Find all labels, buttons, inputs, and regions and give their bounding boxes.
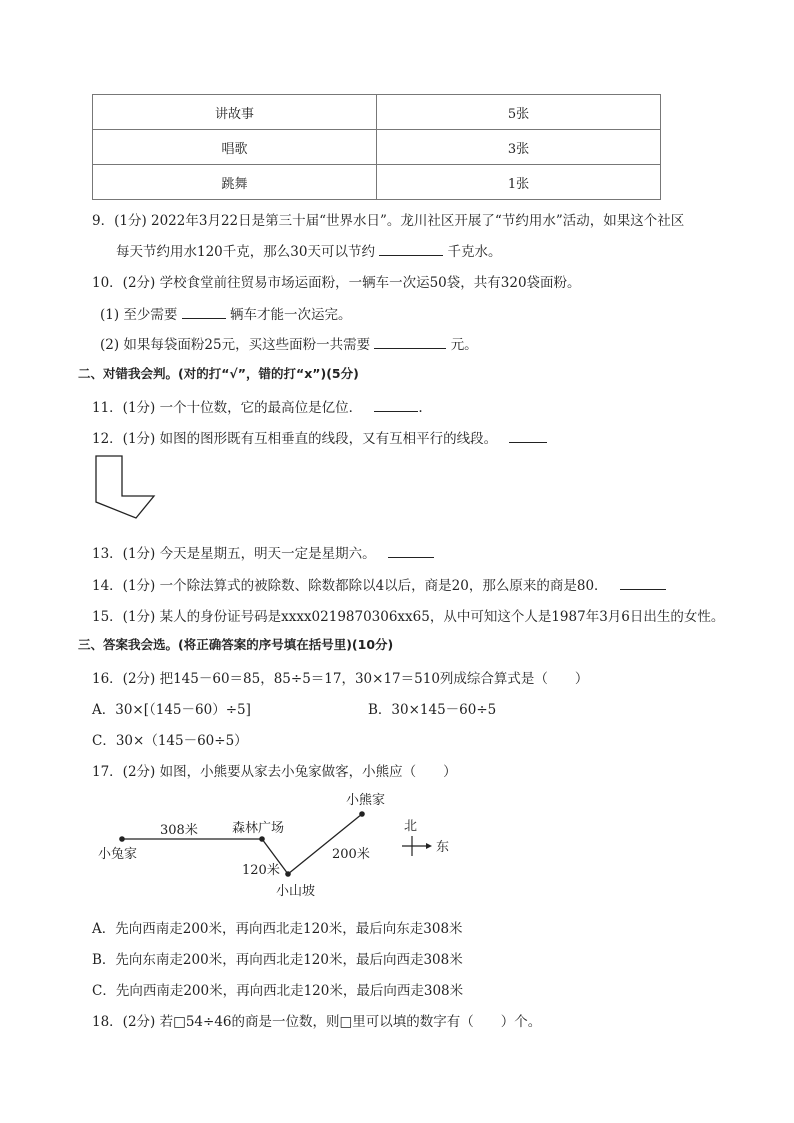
path-hill-bear xyxy=(288,814,362,874)
east-arrow-head xyxy=(426,843,432,849)
q10-p2-a: (2) 如果每袋面粉25元，买这些面粉一共需要 xyxy=(100,337,371,353)
q14-text: 14．(1分) 一个除法算式的被除数、除数都除以4以后，商是20，那么原来的商是80． xyxy=(92,578,608,594)
q9-text-a: 每天节约用水120千克，那么30天可以节约 xyxy=(116,244,375,260)
polygon-shape xyxy=(96,456,154,518)
activity-cell: 唱歌 xyxy=(93,130,377,165)
q17-option-a[interactable]: A．先向西南走200米，再向西北走120米，最后向东走308米 xyxy=(92,921,463,937)
q10-p2-b: 元。 xyxy=(450,337,478,353)
count-cell: 1张 xyxy=(377,165,661,200)
q12-text: 12．(1分) 如图的图形既有互相垂直的线段，又有互相平行的线段。 xyxy=(92,431,498,447)
q15: 15．(1分) 某人的身份证号码是xxxx0219870306xx65，从中可知这个人是1987年3月6日出生的女性。 xyxy=(92,609,725,625)
section-3-heading: 三、答案我会选。(将正确答案的序号填在括号里)(10分) xyxy=(78,637,394,652)
q16-option-c[interactable]: C．30×（145－60÷5） xyxy=(92,733,248,749)
activity-table xyxy=(92,94,661,200)
q10-part1 xyxy=(100,303,352,323)
answer-blank[interactable] xyxy=(388,545,434,558)
forest-square-dot xyxy=(259,836,265,842)
bear-home-label: 小熊家 xyxy=(346,793,386,808)
q9-line2 xyxy=(116,240,502,260)
q14 xyxy=(92,574,666,594)
distance-200-label: 200米 xyxy=(332,847,370,862)
count-cell: 3张 xyxy=(377,130,661,165)
q13-text: 13．(1分) 今天是星期五，明天一定是星期六。 xyxy=(92,546,376,562)
forest-square-label: 森林广场 xyxy=(232,821,285,836)
q9-line1: 9．(1分) 2022年3月22日是第三十届“世界水日”。龙川社区开展了“节约用水”活动，如果这个社区 xyxy=(92,213,685,229)
section-2-heading: 二、对错我会判。(对的打“√”，错的打“x”)(5分) xyxy=(78,366,359,381)
q16-stem: 16．(2分) 把145－60＝85，85÷5＝17，30×17＝510列成综合算式是（ ） xyxy=(92,671,589,687)
q18-stem: 18．(2分) 若□54÷46的商是一位数，则□里可以填的数字有（ ）个。 xyxy=(92,1014,542,1030)
answer-blank[interactable] xyxy=(374,336,446,349)
answer-blank[interactable] xyxy=(509,430,547,443)
rabbit-home-dot xyxy=(119,836,125,842)
q13 xyxy=(92,542,434,562)
rabbit-home-label: 小兔家 xyxy=(98,847,138,862)
east-label: 东 xyxy=(436,840,450,855)
count-cell: 5张 xyxy=(377,95,661,130)
q17-option-c[interactable]: C．先向西南走200米，再向西北走120米，最后向西走308米 xyxy=(92,983,464,999)
bear-home-dot xyxy=(359,811,365,817)
q11-text: 11．(1分) 一个十位数，它的最高位是亿位． xyxy=(92,400,363,416)
table-row xyxy=(93,165,661,200)
north-label: 北 xyxy=(404,819,418,834)
q17-option-b[interactable]: B．先向东南走200米，再向西北走120米，最后向西走308米 xyxy=(92,952,463,968)
q16-option-a[interactable]: A．30×[（145－60）÷5] xyxy=(92,702,251,718)
q17-stem: 17．(2分) 如图，小熊要从家去小兔家做客，小熊应（ ） xyxy=(92,764,457,780)
answer-blank[interactable] xyxy=(182,306,226,319)
answer-blank[interactable] xyxy=(620,577,666,590)
hill-dot xyxy=(285,871,291,877)
activity-cell: 跳舞 xyxy=(93,165,377,200)
q10-p1-a: (1) 至少需要 xyxy=(100,307,178,323)
q10-stem: 10．(2分) 学校食堂前往贸易市场运面粉，一辆车一次运50袋，共有320袋面粉。 xyxy=(92,275,581,291)
q12 xyxy=(92,427,547,447)
distance-308-label: 308米 xyxy=(160,823,198,838)
q10-part2 xyxy=(100,333,478,353)
q17-map xyxy=(90,784,470,904)
activity-cell: 讲故事 xyxy=(93,95,377,130)
distance-120-label: 120米 xyxy=(242,863,280,878)
q12-figure xyxy=(92,454,172,534)
table-row xyxy=(93,130,661,165)
answer-blank[interactable] xyxy=(374,399,418,412)
table-row xyxy=(93,95,661,130)
q11-end: . xyxy=(418,400,423,416)
hill-label: 小山坡 xyxy=(276,884,316,899)
q16-option-b[interactable]: B．30×145－60÷5 xyxy=(368,702,497,718)
answer-blank[interactable] xyxy=(379,243,443,256)
q11 xyxy=(92,396,423,416)
q10-p1-b: 辆车才能一次运完。 xyxy=(230,307,352,323)
q9-text-b: 千克水。 xyxy=(447,244,502,260)
